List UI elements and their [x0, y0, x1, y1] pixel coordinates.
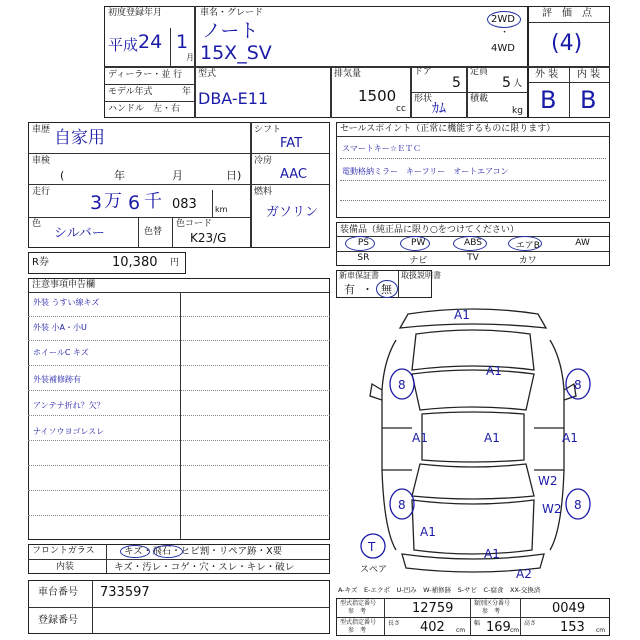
warranty-no: 無 — [381, 283, 392, 296]
ref-label-2: 参 考 — [482, 608, 501, 615]
note-row — [28, 415, 330, 441]
note-text: アンテナ折れ？欠？ — [33, 401, 105, 410]
recycle-label: R券 — [32, 257, 49, 268]
ac-label: 冷房 — [254, 156, 273, 166]
equip-circle-airbag — [508, 236, 542, 251]
divider — [528, 22, 610, 23]
model-label: 車名・グレード — [200, 8, 264, 18]
ref-label-4: 参 考 — [348, 627, 367, 634]
equip-circle-pw — [400, 236, 430, 251]
inspection-month: 月 — [172, 169, 183, 182]
ref-label-1: 参 考 — [348, 608, 367, 615]
warranty-yes: 有 — [344, 283, 355, 296]
exterior-grade: B — [540, 86, 557, 114]
front-glass-label: フロントガラス — [32, 546, 95, 556]
spare-label: スペア — [360, 565, 388, 575]
fuel-value: ガソリン — [266, 205, 319, 220]
length-value: 402 — [420, 620, 445, 635]
era: 平成 — [108, 36, 139, 54]
drive-4wd: 4WD — [491, 43, 515, 54]
divider — [92, 580, 93, 634]
car-damage-diagram — [336, 300, 610, 584]
divider — [104, 84, 194, 85]
tire-value: 8 — [398, 498, 406, 512]
note-row — [28, 292, 330, 317]
ref-label-3: 型式指定番号 — [340, 619, 377, 626]
sales-line-1: スマートキー☆ＥＴＣ — [342, 144, 422, 153]
color-label: 色 — [32, 219, 42, 229]
color-code-value: K23/G — [190, 231, 227, 245]
recycle-value: 10,380 — [112, 255, 158, 270]
divider — [194, 6, 196, 66]
inspection-year: 年 — [114, 169, 125, 182]
drive-2wd: 2WD — [491, 14, 515, 25]
chassis-value: 733597 — [100, 585, 150, 600]
length-label: 長さ — [388, 620, 401, 627]
mileage-2: 6 — [128, 192, 141, 214]
divider — [250, 122, 252, 248]
spec-num-value: 12759 — [412, 601, 454, 616]
equip-navi: ナビ — [409, 256, 428, 266]
divider — [104, 101, 194, 102]
damage-mark: A2 — [516, 567, 532, 581]
month-unit: 月 — [186, 53, 194, 62]
equip-circle-abs — [453, 236, 487, 251]
damage-mark: A1 — [562, 431, 578, 445]
damage-legend: A-キズ E-エクボ U-凹み W-補修跡 S-サビ C-腐食 XX-交換済 — [338, 586, 541, 594]
capacity-unit: 人 — [513, 79, 523, 89]
note-text: ナイソウヨゴレスレ — [33, 427, 105, 436]
glass-circle-scratch — [120, 545, 150, 558]
color-code-label: 色コード — [176, 219, 213, 229]
dotted-rule — [340, 200, 606, 201]
divider — [28, 607, 330, 608]
drive-dot: ・ — [500, 28, 510, 38]
divider — [28, 153, 250, 154]
equipment-row-2 — [336, 253, 610, 266]
length-unit: cm — [456, 627, 466, 634]
equip-abs: ABS — [464, 238, 482, 248]
divider — [410, 92, 528, 93]
class-num-label: 類別区分番号 — [474, 600, 511, 607]
note-text: 外装補修跡有 — [33, 375, 81, 384]
divider — [470, 598, 471, 636]
equip-aw: AW — [575, 238, 590, 248]
reg-month: 1 — [176, 31, 189, 53]
damage-mark: A1 — [484, 547, 500, 561]
equip-airbag: エアB — [515, 241, 540, 251]
interior-label: 内 装 — [577, 69, 601, 80]
tire-value: 8 — [398, 378, 406, 392]
displacement-label: 排気量 — [334, 69, 362, 79]
usage-value: 自家用 — [54, 128, 105, 148]
door-label: ドア — [414, 67, 432, 77]
divider — [384, 598, 385, 636]
note-row — [28, 390, 330, 416]
warranty-sep: ・ — [362, 283, 373, 296]
damage-mark: W2 — [538, 474, 558, 488]
ac-value: AAC — [280, 167, 307, 182]
note-row — [28, 515, 330, 540]
divider — [336, 251, 610, 252]
tire-value: 8 — [574, 498, 582, 512]
score: (4) — [551, 31, 583, 56]
divider — [336, 136, 610, 137]
interior-options: キズ・汚レ・コゲ・穴・スレ・キレ・破レ — [114, 562, 295, 573]
grade: 15X_SV — [200, 42, 272, 64]
equip-leather: カワ — [518, 256, 537, 266]
divider — [212, 190, 213, 217]
shift-label: シフト — [254, 125, 282, 135]
damage-mark: A1 — [484, 431, 500, 445]
equip-sr: SR — [357, 253, 370, 263]
note-text: ホイールC キズ — [33, 348, 89, 357]
note-row — [28, 490, 330, 516]
divider — [106, 544, 107, 574]
equip-empty — [555, 253, 610, 266]
notes-rows — [28, 292, 330, 540]
shift-value: FAT — [280, 136, 303, 151]
divider — [330, 66, 332, 118]
mileage-sen: 千 — [144, 191, 162, 212]
displacement-value: 1500 — [358, 87, 397, 105]
reg-label: 登録番号 — [38, 615, 78, 626]
recycle-box — [28, 252, 186, 274]
divider — [28, 559, 330, 560]
height-value: 153 — [560, 620, 585, 635]
model-year-label: モデル年式 — [108, 87, 153, 97]
divider — [194, 66, 196, 118]
manual-label: 取扱説明書 — [401, 271, 441, 280]
divider — [28, 217, 250, 218]
mileage-man: 万 — [104, 191, 122, 212]
interior-grade: B — [580, 86, 597, 114]
car-name: ノート — [202, 20, 259, 42]
shape-label: 形状 — [414, 94, 433, 104]
interior-label-row: 内装 — [56, 562, 75, 572]
usage-label: 車歴 — [32, 125, 51, 135]
note-text: 外装 うすい線キズ — [33, 298, 100, 307]
mileage-label: 走行 — [32, 187, 51, 197]
note-row — [28, 465, 330, 491]
equip-tv: TV — [467, 253, 479, 263]
damage-mark: A1 — [454, 308, 470, 322]
color-value: シルバー — [54, 226, 105, 241]
spare-mark: T — [368, 540, 376, 554]
displacement-unit: cc — [396, 104, 406, 114]
damage-mark: A1 — [420, 525, 436, 539]
divider — [104, 66, 528, 68]
spec-num-label: 型式指定番号 — [340, 600, 377, 607]
damage-mark: A1 — [486, 364, 502, 378]
shape-value: ｶﾑ — [432, 101, 446, 117]
divider — [520, 598, 521, 636]
warranty-no-circle — [376, 280, 398, 298]
divider — [336, 617, 610, 618]
class-num-value: 0049 — [552, 601, 586, 616]
type-label: 型式 — [198, 69, 217, 79]
mileage-1: 3 — [90, 192, 103, 214]
inspection-day: 日) — [226, 169, 242, 182]
divider — [569, 66, 570, 118]
width-unit: cm — [510, 627, 520, 634]
width-label: 幅 — [474, 620, 481, 627]
divider — [250, 184, 330, 185]
damage-mark: A1 — [412, 431, 428, 445]
dotted-rule — [340, 180, 606, 181]
dealer-label: ディーラー・並 行 — [108, 70, 183, 80]
front-glass-options: キズ・飛石・ヒビ割・リペア跡・X要 — [124, 546, 283, 557]
height-label: 高さ — [524, 620, 537, 627]
equip-pw: PW — [411, 238, 426, 248]
mileage-3: 083 — [172, 197, 197, 212]
divider — [172, 217, 173, 248]
glass-circle-chip — [153, 545, 183, 558]
divider — [28, 184, 250, 185]
equip-circle-ps — [345, 236, 375, 251]
fuel-label: 燃料 — [254, 187, 273, 197]
dotted-rule — [340, 158, 606, 159]
capacity-label: 定員 — [470, 67, 489, 77]
divider — [170, 28, 171, 66]
note-text: 外装 小A・小U — [33, 323, 87, 332]
inspection-label: 車検 — [32, 156, 51, 166]
sales-header: セールスポイント（正常に機能するものに限ります） — [340, 124, 556, 134]
capacity-value: 5 — [502, 75, 511, 91]
exterior-label: 外 装 — [535, 69, 559, 80]
inspection-open: ( — [60, 169, 65, 182]
width-value: 169 — [486, 620, 511, 635]
first-reg-label: 初度登録年月 — [108, 8, 163, 18]
divider — [250, 153, 330, 154]
chassis-label: 車台番号 — [38, 587, 78, 598]
door-value: 5 — [452, 75, 461, 91]
handle-label: ハンドル 左・右 — [108, 104, 181, 114]
notes-header: 注意事項申告欄 — [32, 280, 96, 290]
model-year-unit: 年 — [182, 87, 192, 97]
warranty-label: 新車保証書 — [339, 271, 379, 280]
note-row — [28, 340, 330, 366]
note-row — [28, 440, 330, 466]
reg-year: 24 — [138, 31, 163, 53]
color-change-label: 色替 — [144, 227, 163, 237]
sales-line-2: 電動格納ミラー キーフリー オートエアコン — [342, 167, 509, 176]
tire-value: 8 — [574, 378, 582, 392]
recycle-unit: 円 — [170, 258, 180, 268]
type-value: DBA-E11 — [198, 89, 269, 108]
equipment-header: 装備品（純正品に限り○をつけてください） — [340, 225, 519, 235]
damage-mark: W2 — [542, 502, 562, 516]
equip-ps: PS — [357, 238, 369, 248]
height-unit: cm — [596, 627, 606, 634]
note-row — [28, 365, 330, 391]
load-unit: kg — [512, 106, 523, 116]
note-row — [28, 316, 330, 341]
grade-box-label: 評 価 点 — [542, 8, 592, 19]
mileage-unit: km — [215, 205, 228, 214]
load-label: 積載 — [470, 94, 489, 104]
divider — [138, 217, 139, 248]
